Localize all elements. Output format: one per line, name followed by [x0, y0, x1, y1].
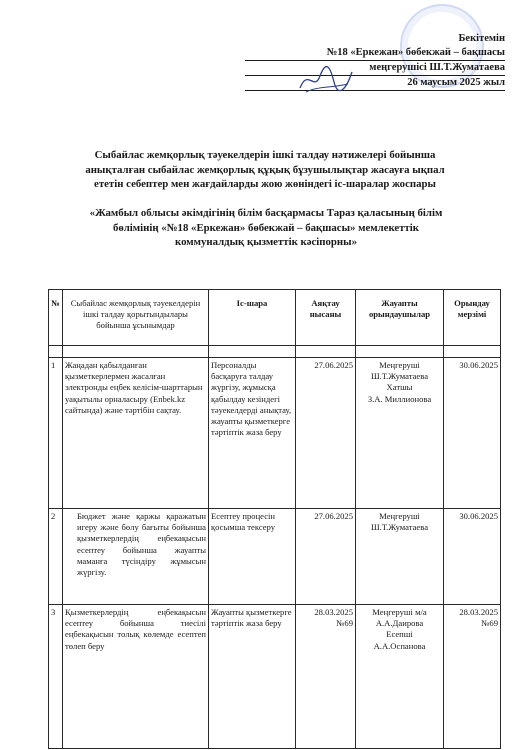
row-responsible: Меңгеруші Ш.Т.Жуматаева: [356, 509, 444, 605]
row-responsible: Меңгеруші Ш.Т.Жуматаева Хатшы З.А. Миллионова: [356, 358, 444, 509]
table-spacer-row: [49, 346, 501, 358]
row-deadline: 28.03.2025 №69: [444, 605, 501, 749]
row-recommendation: Жаңадан қабылданған қызметкерлермен жасалған электронды еңбек келісім-шарттарын уақытылы орналасыру (Enbek.kz сайтында) және тәртібін сақтау.: [63, 358, 209, 509]
signature: [296, 62, 356, 96]
row-measure: Есептеу процесін қосымша тексеру: [209, 509, 296, 605]
row-num: 1: [49, 358, 63, 509]
row-form: 27.06.2025: [296, 358, 356, 509]
approval-heading: Бекітемін: [458, 33, 505, 44]
header-measure: Іс-шара: [209, 290, 296, 346]
row-measure: Персоналды басқаруға талдау жүргізу, жұмысқа қабылдау кезіндегі тәуекелдерді анықтау, жауапты қызметкерге тәртіптік жаза беру: [209, 358, 296, 509]
approval-org: №18 «Еркежан» бөбекжай – бақшасы: [245, 46, 505, 61]
row-recommendation: Қызметкерлердің еңбекақысын есептеу бойынша тиесілі еңбекақысын толық көлемде есептеп төлеп беру: [63, 605, 209, 749]
approval-block: [245, 32, 505, 91]
approval-date: 26 маусым 2025 жыл: [245, 76, 505, 91]
row-deadline: 30.06.2025: [444, 509, 501, 605]
header-num: №: [49, 290, 63, 346]
action-plan-table: [48, 289, 501, 749]
table-row: [49, 358, 501, 509]
row-num: 2: [49, 509, 63, 605]
document-subtitle: «Жамбыл облысы әкімдігінің білім басқармасы Тараз қаласының білім бөлімінің «№18 «Еркежан» бөбекжай – бақшасы» мемлекеттік коммуналдық қызметтік кәсіпорны»: [89, 207, 443, 248]
row-form: 27.06.2025: [296, 509, 356, 605]
table-row: [49, 605, 501, 749]
header-responsible: Жауапты орындаушылар: [356, 290, 444, 346]
row-responsible: Меңгеруші м/а А.А.Даирова Есепші А.А.Оспанова: [356, 605, 444, 749]
row-recommendation: Бюджет және қаржы қаражатын игеру және бөлу бағыты бойынша қызметкерлердің еңбекақысын есептеу бойынша жауапты маманға түсіндіру жұмысын жүргізу.: [63, 509, 209, 605]
row-measure: Жауапты қызметкерге тәртіптік жаза беру: [209, 605, 296, 749]
header-deadline: Орындау мерзімі: [444, 290, 501, 346]
row-deadline: 30.06.2025: [444, 358, 501, 509]
document-title: Сыбайлас жемқорлық тәуекелдерін ішкі талдау нәтижелері бойынша анықталған сыбайлас жемқорлық құқық бұзушылықтар жасауға ықпал ететін себептер мен жағдайларды жою жөніндегі іс-шаралар жоспары: [85, 149, 445, 190]
header-recommendation: Сыбайлас жемқорлық тәуекелдерін ішкі талдау қорытындылары бойынша ұсынымдар: [63, 290, 209, 346]
header-form: Аяқтау нысаны: [296, 290, 356, 346]
row-form: 28.03.2025 №69: [296, 605, 356, 749]
row-num: 3: [49, 605, 63, 749]
table-row: [49, 509, 501, 605]
table-header-row: [49, 290, 501, 346]
approval-head: меңгерушісі Ш.Т.Жуматаева: [245, 61, 505, 76]
